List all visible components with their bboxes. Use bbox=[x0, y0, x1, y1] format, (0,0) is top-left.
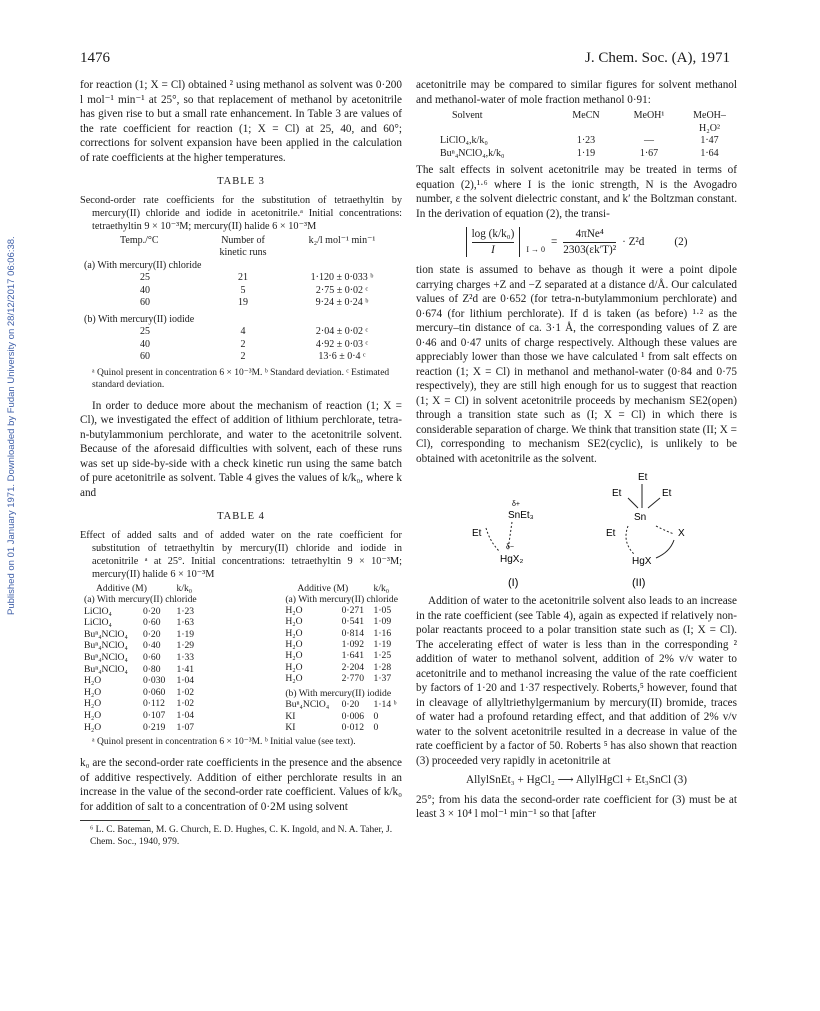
table-cell: 2·204 bbox=[341, 661, 365, 673]
table4-section-a-cont: (a) With mercury(II) chloride bbox=[285, 593, 398, 605]
table-cell: Buⁿ₄NClO₄,k/k₀ bbox=[440, 147, 505, 159]
table-cell: 1·02 bbox=[176, 686, 195, 698]
left-paragraph-1: for reaction (1; X = Cl) obtained ² using methanol as solvent was 0·200 l mol⁻¹ min⁻¹ at 25°, so that replacement of methanol by acetonitrile has given rise to but a small rate enhancement. In Table 3 are values of the rate coefficient for reaction (1; X = Cl) at 25, 40, and 60°; corrections for solvent expansion have been applied in the calculation of rate coefficients at the higher temperatures. bbox=[80, 79, 402, 164]
struct2-et-right: Et bbox=[662, 488, 672, 499]
table-row bbox=[281, 639, 402, 650]
struct2-bond-left bbox=[628, 498, 638, 508]
table-cell: 0·112 bbox=[142, 698, 165, 710]
struct1-delta-plus: δ+ bbox=[512, 501, 520, 508]
left-paragraph-3: k₀ are the second-order rate coefficients in the presence and the absence of additive respectively. Addition of either perchlorate results in an increase in the value of the second-order rate coefficient. Values of k/k₀ for addition of salt to a concentration of 0·2M using solvent bbox=[80, 757, 402, 813]
table-cell: 13·6 ± 0·4 ᶜ bbox=[318, 351, 366, 362]
table-cell: LiClO₄,k/k₀ bbox=[440, 135, 488, 146]
table-row bbox=[80, 687, 201, 699]
table-row bbox=[281, 650, 402, 661]
table-cell: 1·67 bbox=[639, 147, 659, 159]
struct2-arc-right bbox=[656, 526, 674, 534]
table3-caption: TABLE 3 bbox=[217, 176, 265, 187]
right-paragraph-5: 25°; from his data the second-order rate coefficient for (3) must be at least 3 × 10⁴ l mol⁻¹ min⁻¹ so that [after bbox=[416, 793, 737, 820]
table-cell: H₂O bbox=[285, 650, 303, 662]
table3-footnote: ᵃ Quinol present in concentration 6 × 10⁻³M. ᵇ Standard deviation. ᶜ Estimated standard deviation. bbox=[92, 367, 390, 390]
table4-description: Effect of added salts and of added water on the rate coefficient for substitution of tetraethyltin by mercury(II) chloride and iodide in acetonitrile ᵃ at 25°. Initial concentrations: tetraethyltin 9 × 10⁻³M; mercury(II) halide 6 × 10⁻³M bbox=[80, 529, 402, 580]
eq2-rhs-denominator: 2303(εk′T)² bbox=[563, 243, 617, 256]
struct2-arc-bottom bbox=[656, 540, 674, 558]
struct1-delta-minus: δ− bbox=[506, 544, 514, 551]
table-row bbox=[80, 351, 402, 364]
table-row bbox=[80, 675, 201, 687]
table-row bbox=[80, 606, 201, 618]
eq2-number: (2) bbox=[674, 235, 688, 248]
table-cell: H₂O bbox=[84, 675, 102, 687]
table-cell: 2·75 ± 0·02 ᶜ bbox=[315, 284, 369, 296]
table-cell: 2 bbox=[240, 351, 246, 362]
reference-6: ⁶ L. C. Bateman, M. G. Church, E. D. Hughes, C. K. Ingold, and N. A. Taher, J. Chem. Soc., 1940, 979. bbox=[90, 825, 393, 848]
table-cell: 25 bbox=[140, 272, 150, 283]
struct1-hg: HgX₂ bbox=[500, 554, 524, 565]
table-row bbox=[436, 148, 737, 161]
table-cell: 0·030 bbox=[142, 675, 166, 687]
table3-description: Second-order rate coefficients for the substitution of tetraethyltin by mercury(II) chloride and iodide in acetonitrile.ᵃ Initial concentrations: tetraethyltin 9 × 10⁻³M; mercury(II) halide 6 × 10⁻³M bbox=[80, 194, 402, 232]
table-cell: 1·04 bbox=[176, 675, 195, 687]
table-cell: Buⁿ₄NClO₄ bbox=[84, 663, 128, 675]
table4-head-right bbox=[281, 583, 402, 594]
table-cell: 1·14 ᵇ bbox=[373, 699, 397, 711]
table-row bbox=[80, 640, 201, 652]
table-cell: — bbox=[644, 135, 654, 146]
table-cell: 0·60 bbox=[142, 652, 161, 664]
table-row bbox=[80, 272, 402, 285]
left-paragraph-2: In order to deduce more about the mechanism of reaction (1; X = Cl), we investigated the effect of addition of lithium perchlorate, tetra-n-butylammonium perchlorate, and water to the acetonitrile solvent. Because of the aforesaid difficulties with solvent, each of these runs was set up side-by-side with a check kinetic run using the same batch of pure acetonitrile as solvent. Table 4 gives the values of k/k₀, where k and bbox=[80, 399, 402, 499]
struct2-et-mid: Et bbox=[606, 528, 616, 539]
table-cell: MeOH¹ bbox=[633, 110, 665, 121]
table-cell: 0·012 bbox=[341, 722, 365, 734]
table4-head-ratio: k/k₀ bbox=[176, 582, 193, 594]
table4-head-left bbox=[80, 583, 201, 595]
table-row bbox=[281, 662, 402, 673]
table-cell: 0·006 bbox=[341, 710, 365, 722]
table-cell: 0·20 bbox=[142, 628, 161, 640]
table4-right bbox=[281, 583, 402, 734]
struct2-et-top: Et bbox=[638, 472, 648, 483]
table-row bbox=[80, 652, 201, 664]
equation-2 bbox=[416, 227, 737, 257]
table-cell: 1·19 bbox=[576, 147, 596, 159]
table-cell: 1·63 bbox=[176, 617, 195, 629]
table-cell: 0 bbox=[373, 722, 379, 734]
table-cell: 0·541 bbox=[341, 616, 365, 628]
table-cell: 4 bbox=[240, 326, 246, 337]
table3-head-k: k₂/l mol⁻¹ min⁻¹ bbox=[308, 234, 376, 246]
struct1-label: (I) bbox=[508, 577, 519, 589]
table-cell: Buⁿ₄NClO₄ bbox=[84, 628, 128, 640]
table-cell: 1·41 bbox=[176, 663, 195, 675]
table4 bbox=[80, 583, 402, 734]
struct1-et: Et bbox=[472, 528, 482, 539]
table-cell: 1·120 ± 0·033 ᵇ bbox=[310, 272, 374, 283]
table-cell: 1·07 bbox=[176, 721, 195, 733]
equation-3: AllylSnEt₃ + HgCl₂ ⟶ AllylHgCl + Et₃SnCl (3) bbox=[466, 774, 687, 786]
table-cell: 1·16 bbox=[373, 627, 392, 639]
page-number: 1476 bbox=[80, 50, 110, 66]
table-cell: H₂O bbox=[84, 686, 102, 698]
table-cell: 0·219 bbox=[142, 721, 166, 733]
table4-left bbox=[80, 583, 201, 734]
table-row bbox=[281, 616, 402, 627]
table-cell: 25 bbox=[140, 326, 150, 337]
table-cell: 1·092 bbox=[341, 638, 365, 650]
table-row bbox=[281, 699, 402, 710]
right-paragraph-4: Addition of water to the acetonitrile solvent also leads to an increase in the rate coefficient (see Table 4), again as expected if relatively non-polar reactants proceed to a polar transition state such as (I; X = Cl). The accelerating effect of water is less than in the corresponding ² addition of water to methanol solvent, addition of 2% v/v water to acetonitrile and to methanol increasing the value of the rate coefficient by factors of 1·20 and 1·37 respectively. Roberts,⁵ however, found that in cleavage of allyltriethylgermanium by mercury(II) bromide, traces of water had a profound retarding effect, and that addition of 2% v/v water to the solvent acetonitrile resulted in a decrease in value of the rate coefficient by a factor of 50. Roberts ⁵ has also shown that reaction (3) proceeded very rapidly in acetonitrile at bbox=[416, 595, 737, 767]
table4-head-additive: Additive (M) bbox=[297, 582, 349, 594]
table-cell: 1·23 bbox=[176, 605, 195, 617]
table-row bbox=[80, 326, 402, 339]
table-cell: 1·29 bbox=[176, 640, 195, 652]
journal-header: J. Chem. Soc. (A), 1971 bbox=[585, 50, 730, 66]
table-cell: 1·19 bbox=[373, 638, 392, 650]
table3-section-a: (a) With mercury(II) chloride bbox=[84, 259, 202, 271]
table4-caption: TABLE 4 bbox=[217, 511, 265, 522]
table-cell: H₂O bbox=[84, 721, 102, 733]
table-cell: 2 bbox=[240, 338, 246, 350]
table-cell: MeOH–H₂O² bbox=[693, 110, 726, 134]
eq2-equals: = bbox=[550, 235, 558, 248]
table-cell: 40 bbox=[140, 284, 150, 296]
table-cell: KI bbox=[285, 722, 296, 734]
table-cell: H₂O bbox=[285, 638, 303, 650]
table-cell: 9·24 ± 0·24 ᵇ bbox=[315, 297, 369, 308]
table4-section-b: (b) With mercury(II) iodide bbox=[285, 688, 392, 700]
download-sidebar-text: Published on 01 January 1971. Downloaded by Fudan University on 28/12/2017 06:06:38. bbox=[6, 236, 17, 615]
table-cell: 1·04 bbox=[176, 710, 195, 722]
table-row bbox=[80, 710, 201, 722]
table4-section-a: (a) With mercury(II) chloride bbox=[84, 594, 197, 606]
table-row bbox=[281, 673, 402, 684]
table-cell: 1·33 bbox=[176, 652, 195, 664]
table-cell: 0·60 bbox=[142, 617, 161, 629]
table3-head bbox=[80, 235, 402, 260]
table-cell: Solvent bbox=[452, 110, 483, 121]
table4-head-additive: Additive (M) bbox=[96, 582, 147, 594]
table-row bbox=[281, 711, 402, 722]
table-cell: 60 bbox=[140, 297, 150, 308]
table-cell: 1·19 bbox=[176, 628, 195, 640]
struct1-tin: SnEt₃ bbox=[508, 510, 534, 521]
table-row bbox=[80, 297, 402, 310]
table-row bbox=[436, 135, 737, 148]
table-cell: 0·814 bbox=[341, 627, 365, 639]
table-cell: 4·92 ± 0·03 ᶜ bbox=[315, 338, 369, 350]
table-row bbox=[80, 664, 201, 676]
transition-state-structures bbox=[416, 472, 737, 590]
left-column bbox=[80, 78, 402, 848]
table-cell: 1·37 bbox=[373, 672, 392, 684]
table-cell: 0·060 bbox=[142, 686, 166, 698]
table-cell: MeCN bbox=[572, 110, 600, 121]
struct2-et-left: Et bbox=[612, 488, 622, 499]
table-row bbox=[80, 617, 201, 629]
struct2-label: (II) bbox=[632, 577, 646, 589]
table-cell: 1·47 bbox=[700, 135, 719, 146]
table-cell: KI bbox=[285, 710, 296, 722]
table-cell: 1·28 bbox=[373, 661, 392, 673]
struct1-partial-bond bbox=[486, 528, 500, 552]
table-row bbox=[281, 722, 402, 733]
table-cell: LiClO₄ bbox=[84, 605, 112, 617]
table-cell: 1·64 bbox=[700, 147, 719, 159]
table4-footnote: ᵃ Quinol present in concentration 6 × 10⁻³M. ᵇ Initial value (see text). bbox=[92, 737, 356, 748]
table-cell: H₂O bbox=[285, 661, 303, 673]
table-cell: 5 bbox=[240, 284, 246, 296]
table-cell: LiClO₄ bbox=[84, 617, 112, 629]
table-cell: 1·641 bbox=[341, 650, 365, 662]
struct2-bond-right bbox=[648, 498, 660, 508]
eq2-rhs-tail: · Z²d bbox=[622, 235, 645, 248]
right-paragraph-2: The salt effects in solvent acetonitrile may be treated in terms of equation (2),¹·⁶ where I is the ionic strength, N is the Avogadro number, ε the solvent dielectric constant, and k′ the Boltzman constant. In the derivation of equation (2), the transi- bbox=[416, 164, 737, 220]
footnote-rule bbox=[80, 820, 150, 821]
table-cell: 2·770 bbox=[341, 672, 365, 684]
table-cell: 0 bbox=[373, 710, 379, 722]
table-cell: 0·20 bbox=[142, 605, 161, 617]
eq2-lhs-denominator: I bbox=[491, 243, 495, 256]
table-cell: 1·02 bbox=[176, 698, 195, 710]
table-row bbox=[80, 339, 402, 352]
table3-section-b: (b) With mercury(II) iodide bbox=[84, 313, 195, 325]
table-cell: 1·05 bbox=[373, 605, 392, 617]
structures bbox=[416, 472, 737, 590]
table-cell: 0·80 bbox=[142, 663, 161, 675]
table-cell: 0·40 bbox=[142, 640, 161, 652]
eq2-rhs-numerator: 4πNe⁴ bbox=[563, 227, 616, 243]
table3 bbox=[80, 235, 402, 364]
struct2-sn: Sn bbox=[634, 512, 647, 523]
table-row bbox=[80, 698, 201, 710]
struct2-arc-left bbox=[626, 526, 634, 554]
download-sidebar bbox=[6, 215, 20, 615]
eq2-lhs-numerator: log (k/k₀) bbox=[472, 227, 515, 243]
table-cell: H₂O bbox=[285, 672, 303, 684]
right-paragraph-3: tion state is assumed to behave as though it were a point dipole carrying charges +Z and −Z separated at a distance d/Å. Our calculated values of Z²d are 0·652 (for tetra-n-butylammonium perchlorate) and 0·674 (for lithium perchlorate). If d is taken (as before) ¹·² as the mercury–tin distance of ca. 3·1 Å, the corresponding values of Z are 0·46 and 0·47 units of charge respectively. Although these values are appreciably lower than those we have calculated ¹ from salt effects on reaction (1; X = Cl) in methanol and methanol-water (0·84 and 0·75 respectively), they are still high enough for us to suggest that reaction (1; X = Cl) in solvent acetonitrile proceeds by mechanism SE2(open) through a transition state such as (I; X = Cl) in which there is considerable separation of charge. We think that transition state (II; X = Cl), corresponding to mechanism SE2(cyclic), is unlikely to be obtained with acetonitrile as the solvent. bbox=[416, 264, 737, 465]
table-row bbox=[281, 605, 402, 616]
eq2-limit: I → 0 bbox=[526, 244, 545, 254]
table-cell: 40 bbox=[140, 338, 150, 350]
table-cell: Buⁿ₄NClO₄ bbox=[84, 640, 128, 652]
struct2-x: X bbox=[678, 528, 685, 539]
table-cell: 21 bbox=[238, 272, 248, 283]
table-cell: H₂O bbox=[285, 605, 303, 617]
table4-head-ratio: k/k₀ bbox=[373, 582, 390, 594]
table3-head-runs: Number of kinetic runs bbox=[219, 234, 267, 258]
struct2-hg: HgX bbox=[632, 556, 652, 567]
table-cell: Buⁿ₄NClO₄ bbox=[84, 652, 128, 664]
table-cell: Buⁿ₄NClO₄ bbox=[285, 699, 330, 711]
table-cell: 0·271 bbox=[341, 605, 365, 617]
right-column bbox=[416, 78, 737, 822]
table-cell: 1·25 bbox=[373, 650, 392, 662]
table-cell: 19 bbox=[238, 297, 248, 308]
table-cell: H₂O bbox=[285, 616, 303, 628]
table-row bbox=[80, 629, 201, 641]
table-row bbox=[80, 285, 402, 298]
table-cell: 2·04 ± 0·02 ᶜ bbox=[315, 326, 369, 337]
right-paragraph-1: acetonitrile may be compared to similar figures for solvent methanol and methanol-water of mole fraction methanol 0·91: bbox=[416, 79, 737, 106]
table-row bbox=[80, 722, 201, 734]
solvent-table bbox=[436, 110, 737, 160]
table-cell: H₂O bbox=[84, 710, 102, 722]
table-cell: 1·09 bbox=[373, 616, 392, 628]
table-cell: H₂O bbox=[285, 627, 303, 639]
table-row bbox=[281, 628, 402, 639]
table-cell: 0·107 bbox=[142, 710, 166, 722]
solvent-table-head bbox=[436, 110, 737, 135]
table3-head-temp: Temp./°C bbox=[120, 234, 159, 246]
table-cell: 60 bbox=[140, 351, 150, 362]
table-cell: 0·20 bbox=[341, 699, 360, 711]
table-cell: 1·23 bbox=[576, 135, 596, 146]
table-cell: H₂O bbox=[84, 698, 102, 710]
